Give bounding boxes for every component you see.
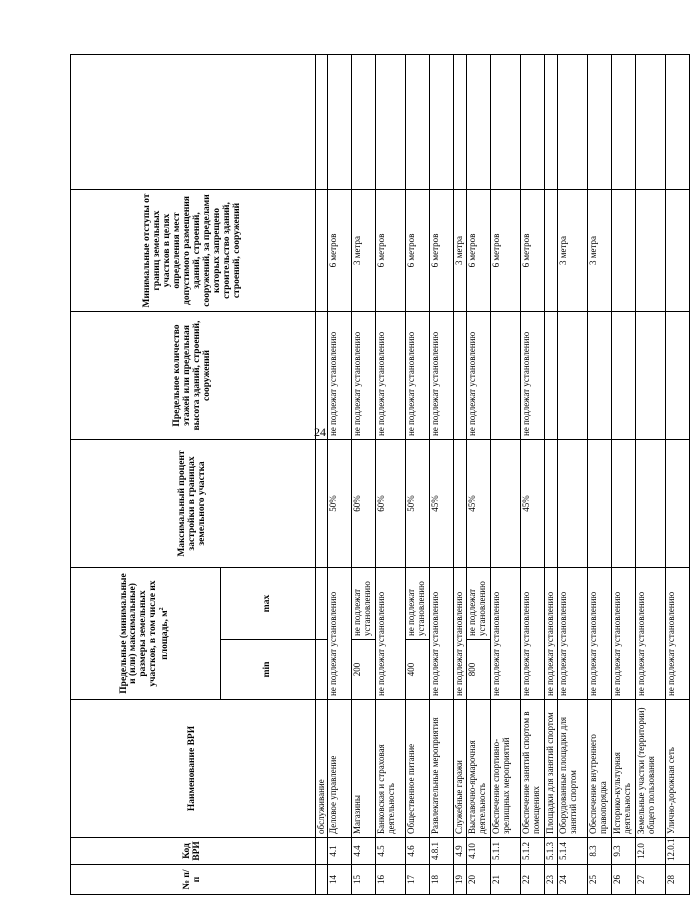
page-number: 24 <box>314 425 326 439</box>
cell-num: 27 <box>636 865 666 895</box>
cell-percent <box>612 440 636 568</box>
cell-name: Обеспечение спортивно-зрелищных мероприятий <box>491 700 521 838</box>
cell-num: 19 <box>454 865 467 895</box>
cell-code: 4.8.1 <box>430 838 454 865</box>
cell-setback: 3 метра <box>558 190 588 312</box>
cell-name: Служебные гаражи <box>454 700 467 838</box>
cell-extra <box>636 55 666 190</box>
cell-num: 23 <box>545 865 558 895</box>
cell-min: 200 <box>352 640 376 700</box>
table-row <box>376 55 406 895</box>
cell-floors <box>636 312 666 440</box>
cell-code: 4.5 <box>376 838 406 865</box>
table-row <box>491 55 521 895</box>
cell-setback: 3 метра <box>454 190 467 312</box>
header-floors: Предельное количество этажей или предельная высота зданий, строений, сооружений <box>71 312 316 440</box>
cell-extra <box>328 55 352 190</box>
cell-percent: 50% <box>406 440 430 568</box>
cell-max <box>316 568 328 640</box>
cell-code: 12.0.1 <box>666 838 690 865</box>
cell-num: 26 <box>612 865 636 895</box>
cell-merged: не подлежат установлению <box>612 568 636 700</box>
cell-code: 5.1.1 <box>491 838 521 865</box>
cell-code: 5.1.2 <box>521 838 545 865</box>
cell-code: 12.0 <box>636 838 666 865</box>
cell-max: не подлежат установлению <box>406 568 430 640</box>
cell-name: обслуживание <box>316 700 328 838</box>
cell-floors: не подлежат установлению <box>406 312 430 440</box>
cell-setback: 6 метров <box>430 190 454 312</box>
cell-merged: не подлежат установлению <box>666 568 690 700</box>
cell-extra <box>316 55 328 190</box>
cell-floors <box>558 312 588 440</box>
header-extra <box>71 55 316 190</box>
table-row <box>430 55 454 895</box>
header-name: Наименование ВРИ <box>71 700 316 838</box>
cell-percent <box>316 440 328 568</box>
cell-percent: 45% <box>521 440 545 568</box>
cell-merged: не подлежат установлению <box>558 568 588 700</box>
rotated-table-wrapper <box>70 55 677 895</box>
cell-extra <box>545 55 558 190</box>
cell-code: 9.3 <box>612 838 636 865</box>
cell-name: Улично-дорожная сеть <box>666 700 690 838</box>
table-row <box>636 55 666 895</box>
cell-merged: не подлежат установлению <box>588 568 612 700</box>
cell-floors: не подлежат установлению <box>328 312 352 440</box>
cell-name: Историко-культурная деятельность <box>612 700 636 838</box>
cell-setback: 6 метров <box>328 190 352 312</box>
cell-code: 4.1 <box>328 838 352 865</box>
table-row <box>666 55 690 895</box>
cell-setback: 6 метров <box>467 190 491 312</box>
cell-extra <box>491 55 521 190</box>
cell-setback: 6 метров <box>521 190 545 312</box>
table-row <box>545 55 558 895</box>
cell-percent <box>666 440 690 568</box>
cell-name: Площадки для занятий спортом <box>545 700 558 838</box>
cell-setback: 3 метра <box>352 190 376 312</box>
cell-setback: 6 метров <box>491 190 521 312</box>
cell-floors: не подлежат установлению <box>430 312 454 440</box>
cell-name: Банковская и страховая деятельность <box>376 700 406 838</box>
cell-percent <box>545 440 558 568</box>
cell-merged: не подлежат установлению <box>636 568 666 700</box>
cell-name: Магазины <box>352 700 376 838</box>
cell-code: 4.4 <box>352 838 376 865</box>
cell-min: 800 <box>467 640 491 700</box>
cell-setback <box>545 190 558 312</box>
cell-floors <box>666 312 690 440</box>
cell-percent <box>588 440 612 568</box>
cell-name: Земельные участки (территории) общего пользования <box>636 700 666 838</box>
cell-extra <box>558 55 588 190</box>
header-size-sup: 2 <box>159 607 166 611</box>
table-row <box>558 55 588 895</box>
table-row <box>352 55 376 895</box>
cell-max: не подлежат установлению <box>467 568 491 640</box>
cell-code: 5.1.3 <box>545 838 558 865</box>
cell-extra <box>612 55 636 190</box>
cell-percent: 60% <box>376 440 406 568</box>
cell-floors: не подлежат установлению <box>376 312 406 440</box>
cell-merged: не подлежат установлению <box>328 568 352 700</box>
cell-num: 20 <box>467 865 491 895</box>
header-setback: Минимальные отступы от границ земельных участков в целях определения мест допустимого размещения зданий, строений, сооружений, за пределами которых запрещено строительство зданий, строений, сооружений <box>71 190 316 312</box>
header-max: max <box>221 568 316 640</box>
cell-extra <box>467 55 491 190</box>
cell-max: не подлежат установлению <box>352 568 376 640</box>
cell-merged: не подлежат установлению <box>430 568 454 700</box>
cell-floors <box>316 312 328 440</box>
cell-extra <box>430 55 454 190</box>
cell-code <box>316 838 328 865</box>
table-body <box>316 55 690 895</box>
cell-merged: не подлежат установлению <box>491 568 521 700</box>
table-row <box>467 55 491 895</box>
cell-code: 5.1.4 <box>558 838 588 865</box>
cell-extra <box>588 55 612 190</box>
cell-name: Обеспечение внутреннего правопорядка <box>588 700 612 838</box>
cell-code: 4.6 <box>406 838 430 865</box>
cell-floors: не подлежат установлению <box>467 312 491 440</box>
cell-extra <box>406 55 430 190</box>
cell-extra <box>376 55 406 190</box>
cell-setback <box>612 190 636 312</box>
cell-merged: не подлежат установлению <box>376 568 406 700</box>
cell-name: Деловое управление <box>328 700 352 838</box>
cell-num <box>316 865 328 895</box>
cell-num: 14 <box>328 865 352 895</box>
cell-code: 4.9 <box>454 838 467 865</box>
cell-percent: 45% <box>430 440 454 568</box>
table-row <box>612 55 636 895</box>
cell-percent: 45% <box>467 440 491 568</box>
cell-num: 18 <box>430 865 454 895</box>
cell-floors: не подлежат установлению <box>352 312 376 440</box>
cell-floors <box>454 312 467 440</box>
cell-percent <box>558 440 588 568</box>
cell-num: 21 <box>491 865 521 895</box>
table-row <box>328 55 352 895</box>
cell-name: Общественное питание <box>406 700 430 838</box>
cell-min: 400 <box>406 640 430 700</box>
cell-setback <box>666 190 690 312</box>
table-row <box>588 55 612 895</box>
cell-name: Развлекательные мероприятия <box>430 700 454 838</box>
cell-setback: 3 метра <box>588 190 612 312</box>
cell-name: Обеспечение занятий спортом в помещениях <box>521 700 545 838</box>
cell-percent <box>454 440 467 568</box>
cell-num: 15 <box>352 865 376 895</box>
cell-percent: 60% <box>352 440 376 568</box>
cell-extra <box>454 55 467 190</box>
cell-setback <box>316 190 328 312</box>
cell-floors <box>545 312 558 440</box>
cell-num: 22 <box>521 865 545 895</box>
cell-name: Оборудованные площадки для занятий спортом <box>558 700 588 838</box>
table-row <box>406 55 430 895</box>
header-size-text: Предельные (минимальные и (или) максимальные) размеры земельных участков, в том числе их площадь, м <box>118 573 171 694</box>
cell-setback: 6 метров <box>406 190 430 312</box>
cell-name: Выставочно-ярмарочная деятельность <box>467 700 491 838</box>
table-row <box>521 55 545 895</box>
header-min: min <box>221 640 316 700</box>
cell-min <box>316 640 328 700</box>
cell-percent <box>491 440 521 568</box>
header-size-group <box>71 568 221 700</box>
cell-percent: 50% <box>328 440 352 568</box>
cell-extra <box>666 55 690 190</box>
cell-setback: 6 метров <box>376 190 406 312</box>
cell-floors: не подлежат установлению <box>521 312 545 440</box>
cell-merged: не подлежат установлению <box>521 568 545 700</box>
header-number: № п/п <box>71 865 316 895</box>
header-percent: Максимальный процент застройки в границах земельного участка <box>71 440 316 568</box>
cell-floors <box>612 312 636 440</box>
cell-floors <box>588 312 612 440</box>
cell-merged: не подлежат установлению <box>545 568 558 700</box>
cell-merged: не подлежат установлению <box>454 568 467 700</box>
cell-extra <box>352 55 376 190</box>
cell-code: 4.10 <box>467 838 491 865</box>
table-row <box>454 55 467 895</box>
cell-num: 28 <box>666 865 690 895</box>
cell-num: 16 <box>376 865 406 895</box>
cell-floors <box>491 312 521 440</box>
table-row <box>316 55 328 895</box>
cell-setback <box>636 190 666 312</box>
cell-code: 8.3 <box>588 838 612 865</box>
header-code: Код ВРИ <box>71 838 316 865</box>
cell-num: 24 <box>558 865 588 895</box>
cell-extra <box>521 55 545 190</box>
cell-percent <box>636 440 666 568</box>
cell-num: 17 <box>406 865 430 895</box>
cell-num: 25 <box>588 865 612 895</box>
zoning-parameters-table <box>70 54 690 895</box>
